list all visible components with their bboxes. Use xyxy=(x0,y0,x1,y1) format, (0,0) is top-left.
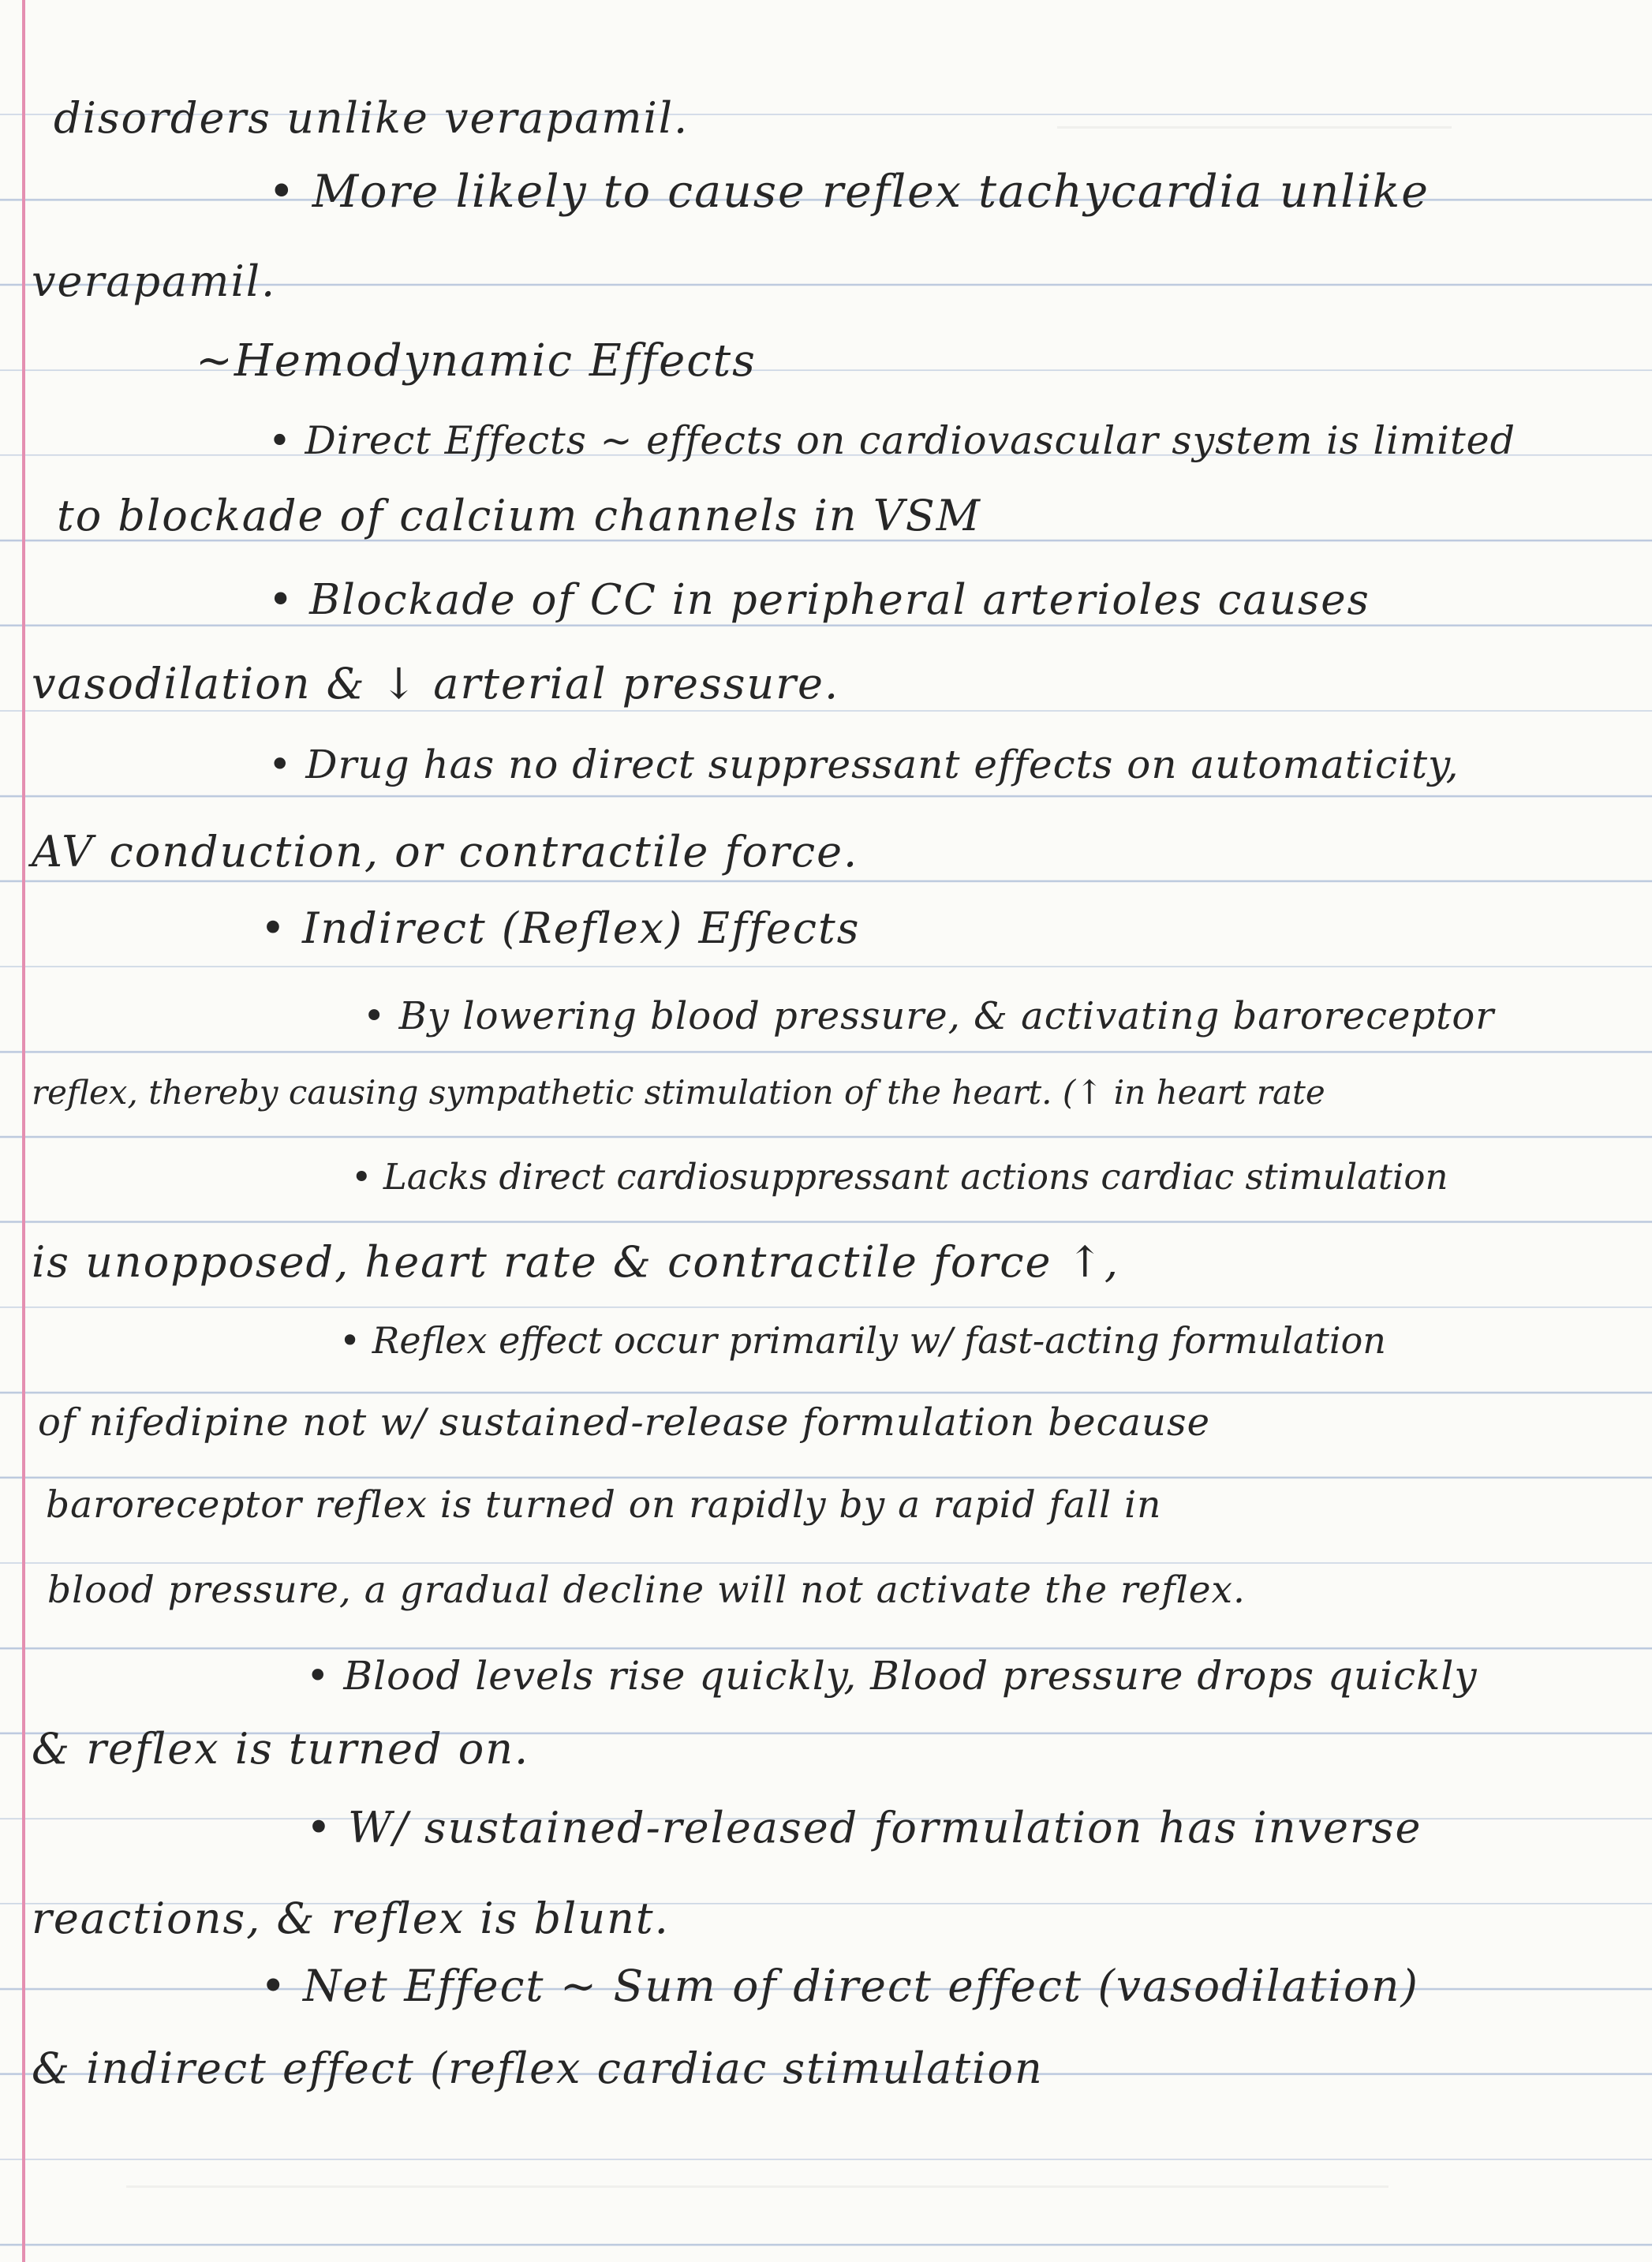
text-line: • By lowering blood pressure, & activating baroreceptor xyxy=(363,994,1494,1038)
text-line: • Drug has no direct suppressant effects on automaticity, xyxy=(268,742,1460,787)
text-line: • Direct Effects ~ effects on cardiovascular system is limited xyxy=(268,418,1516,463)
text-line: to blockade of calcium channels in VSM xyxy=(57,491,981,540)
text-line: ~Hemodynamic Effects xyxy=(196,335,757,387)
text-line: baroreceptor reflex is turned on rapidly by a rapid fall in xyxy=(46,1483,1162,1527)
text-line: • Net Effect ~ Sum of direct effect (vasodilation) xyxy=(260,1961,1419,2011)
text-line: & reflex is turned on. xyxy=(32,1724,530,1774)
text-line: • Blood levels rise quickly, Blood pressure drops quickly xyxy=(306,1653,1478,1699)
bleed-through-mark xyxy=(126,2154,1389,2188)
text-line: disorders unlike verapamil. xyxy=(54,93,690,143)
bleed-through-mark xyxy=(1057,95,1452,129)
text-line: • Indirect (Reflex) Effects xyxy=(260,903,860,953)
margin-line xyxy=(22,0,25,2262)
text-line: & indirect effect (reflex cardiac stimulation xyxy=(32,2043,1044,2093)
text-line: reflex, thereby causing sympathetic stimulation of the heart. (↑ in heart rate xyxy=(32,1073,1325,1112)
text-line: vasodilation & ↓ arterial pressure. xyxy=(32,659,840,709)
text-line: AV conduction, or contractile force. xyxy=(32,827,859,877)
text-line: of nifedipine not w/ sustained-release formulation because xyxy=(38,1400,1210,1445)
text-line: • Blockade of CC in peripheral arterioles causes xyxy=(268,576,1370,624)
text-line: • W/ sustained-released formulation has inverse xyxy=(306,1803,1422,1853)
text-line: verapamil. xyxy=(32,256,277,306)
text-line: is unopposed, heart rate & contractile force ↑, xyxy=(32,1237,1120,1287)
text-line: • Lacks direct cardiosuppressant actions cardiac stimulation xyxy=(351,1156,1448,1198)
text-line: • More likely to cause reflex tachycardia unlike xyxy=(268,166,1430,218)
text-line: reactions, & reflex is blunt. xyxy=(32,1894,670,1943)
text-line: • Reflex effect occur primarily w/ fast-acting formulation xyxy=(339,1319,1386,1362)
text-line: blood pressure, a gradual decline will not activate the reflex. xyxy=(47,1568,1246,1612)
